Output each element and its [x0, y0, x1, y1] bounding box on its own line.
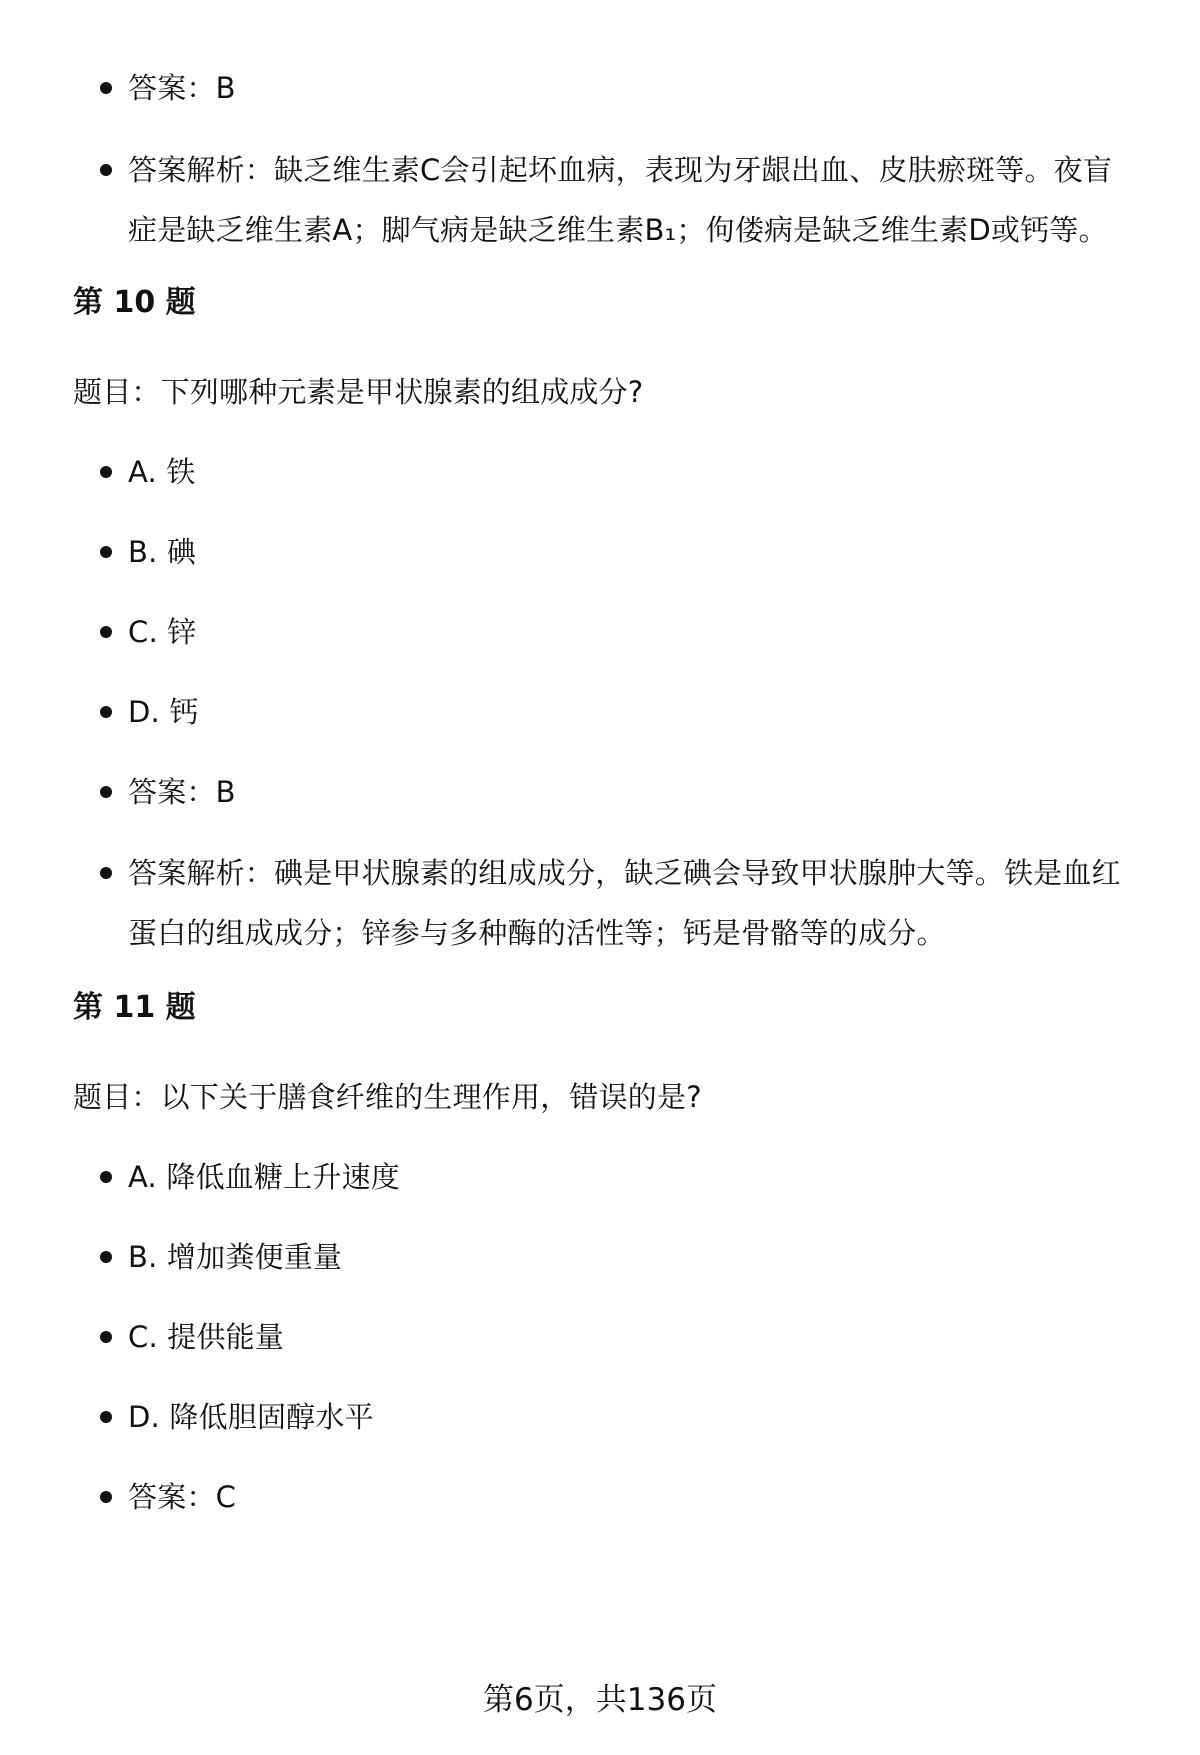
option-item — [128, 1227, 1138, 1287]
option-text: D. 钙 — [128, 695, 199, 729]
option-item — [128, 1147, 1138, 1207]
answer-text: 答案：B — [128, 775, 236, 809]
option-item — [128, 682, 1138, 742]
bullet-icon — [100, 626, 112, 638]
option-item — [128, 522, 1138, 582]
question-heading: 第 10 题 — [73, 285, 196, 320]
option-text: C. 提供能量 — [128, 1320, 285, 1354]
option-item — [128, 1307, 1138, 1367]
option-item — [128, 1387, 1138, 1447]
question-text: 题目：下列哪种元素是甲状腺素的组成成分? — [73, 375, 644, 409]
question-text: 题目：以下关于膳食纤维的生理作用，错误的是? — [73, 1080, 702, 1114]
option-text: A. 降低血糖上升速度 — [128, 1160, 400, 1194]
bullet-icon — [100, 466, 112, 478]
option-text: D. 降低胆固醇水平 — [128, 1400, 374, 1434]
question-heading: 第 11 题 — [73, 990, 196, 1025]
option-text: B. 增加粪便重量 — [128, 1240, 343, 1274]
bullet-icon — [100, 1251, 112, 1263]
bullet-icon — [100, 1171, 112, 1183]
bullet-icon — [100, 706, 112, 718]
explanation-line: 答案解析：缺乏维生素C会引起坏血病，表现为牙龈出血、皮肤瘀斑等。夜盲 — [128, 153, 1113, 187]
explanation-line: 答案解析：碘是甲状腺素的组成成分，缺乏碘会导致甲状腺肿大等。铁是血红 — [128, 856, 1121, 890]
option-text: A. 铁 — [128, 455, 196, 489]
bullet-icon — [100, 867, 112, 879]
bullet-icon — [100, 1331, 112, 1343]
list-item — [128, 843, 1138, 963]
bullet-icon — [100, 82, 112, 94]
list-item — [128, 140, 1138, 260]
answer-text: 答案：B — [128, 71, 236, 105]
list-item — [128, 1467, 1138, 1527]
bullet-icon — [100, 164, 112, 176]
explanation-line: 蛋白的组成成分；锌参与多种酶的活性等；钙是骨骼等的成分。 — [128, 916, 946, 950]
option-item — [128, 602, 1138, 662]
list-item — [128, 58, 1138, 118]
bullet-icon — [100, 1491, 112, 1503]
option-text: C. 锌 — [128, 615, 197, 649]
page-indicator: 第6页，共136页 — [483, 1682, 717, 1718]
bullet-icon — [100, 1411, 112, 1423]
answer-text: 答案：C — [128, 1480, 237, 1514]
option-text: B. 碘 — [128, 535, 197, 569]
bullet-icon — [100, 786, 112, 798]
list-item — [128, 762, 1138, 822]
option-item — [128, 442, 1138, 502]
explanation-line: 症是缺乏维生素A；脚气病是缺乏维生素B₁；佝偻病是缺乏维生素D或钙等。 — [128, 213, 1108, 247]
bullet-icon — [100, 546, 112, 558]
